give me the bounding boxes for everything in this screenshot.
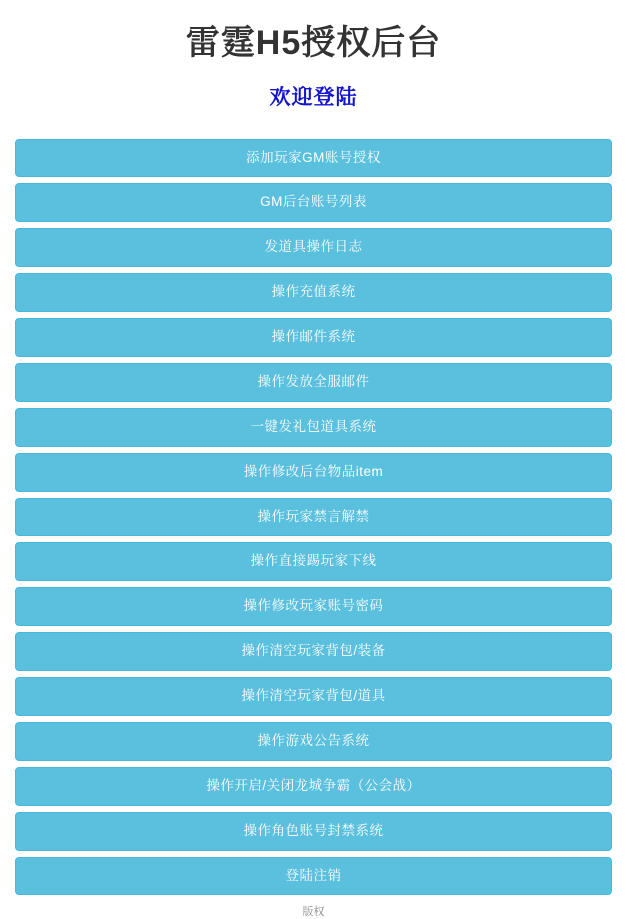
menu-item-clear-bag-equipment[interactable]: 操作清空玩家背包/装备 xyxy=(15,632,612,671)
menu-item-recharge-system[interactable]: 操作充值系统 xyxy=(15,273,612,312)
menu-item-gm-account-list[interactable]: GM后台账号列表 xyxy=(15,183,612,222)
menu-item-ban-account-system[interactable]: 操作角色账号封禁系统 xyxy=(15,812,612,851)
menu-item-mail-system[interactable]: 操作邮件系统 xyxy=(15,318,612,357)
footer-text: 版权 xyxy=(302,906,325,919)
menu-item-game-announcement[interactable]: 操作游戏公告系统 xyxy=(15,722,612,761)
menu-item-item-send-log[interactable]: 发道具操作日志 xyxy=(15,228,612,267)
menu-item-mute-unmute-player[interactable]: 操作玩家禁言解禁 xyxy=(15,498,612,537)
menu-item-global-mail[interactable]: 操作发放全服邮件 xyxy=(15,363,612,402)
menu-item-add-gm-account[interactable]: 添加玩家GM账号授权 xyxy=(15,139,612,178)
menu-item-clear-bag-items[interactable]: 操作清空玩家背包/道具 xyxy=(15,677,612,716)
menu-item-logout[interactable]: 登陆注销 xyxy=(15,857,612,896)
menu-item-gift-pack-system[interactable]: 一键发礼包道具系统 xyxy=(15,408,612,447)
menu-list xyxy=(0,119,627,896)
menu-item-edit-backend-item[interactable]: 操作修改后台物品item xyxy=(15,453,612,492)
page-title: 雷霆H5授权后台 xyxy=(185,24,442,62)
menu-item-change-player-password[interactable]: 操作修改玩家账号密码 xyxy=(15,587,612,626)
menu-item-toggle-guild-war[interactable]: 操作开启/关闭龙城争霸（公会战） xyxy=(15,767,612,806)
menu-item-kick-player[interactable]: 操作直接踢玩家下线 xyxy=(15,542,612,581)
welcome-text: 欢迎登陆 xyxy=(269,85,358,109)
